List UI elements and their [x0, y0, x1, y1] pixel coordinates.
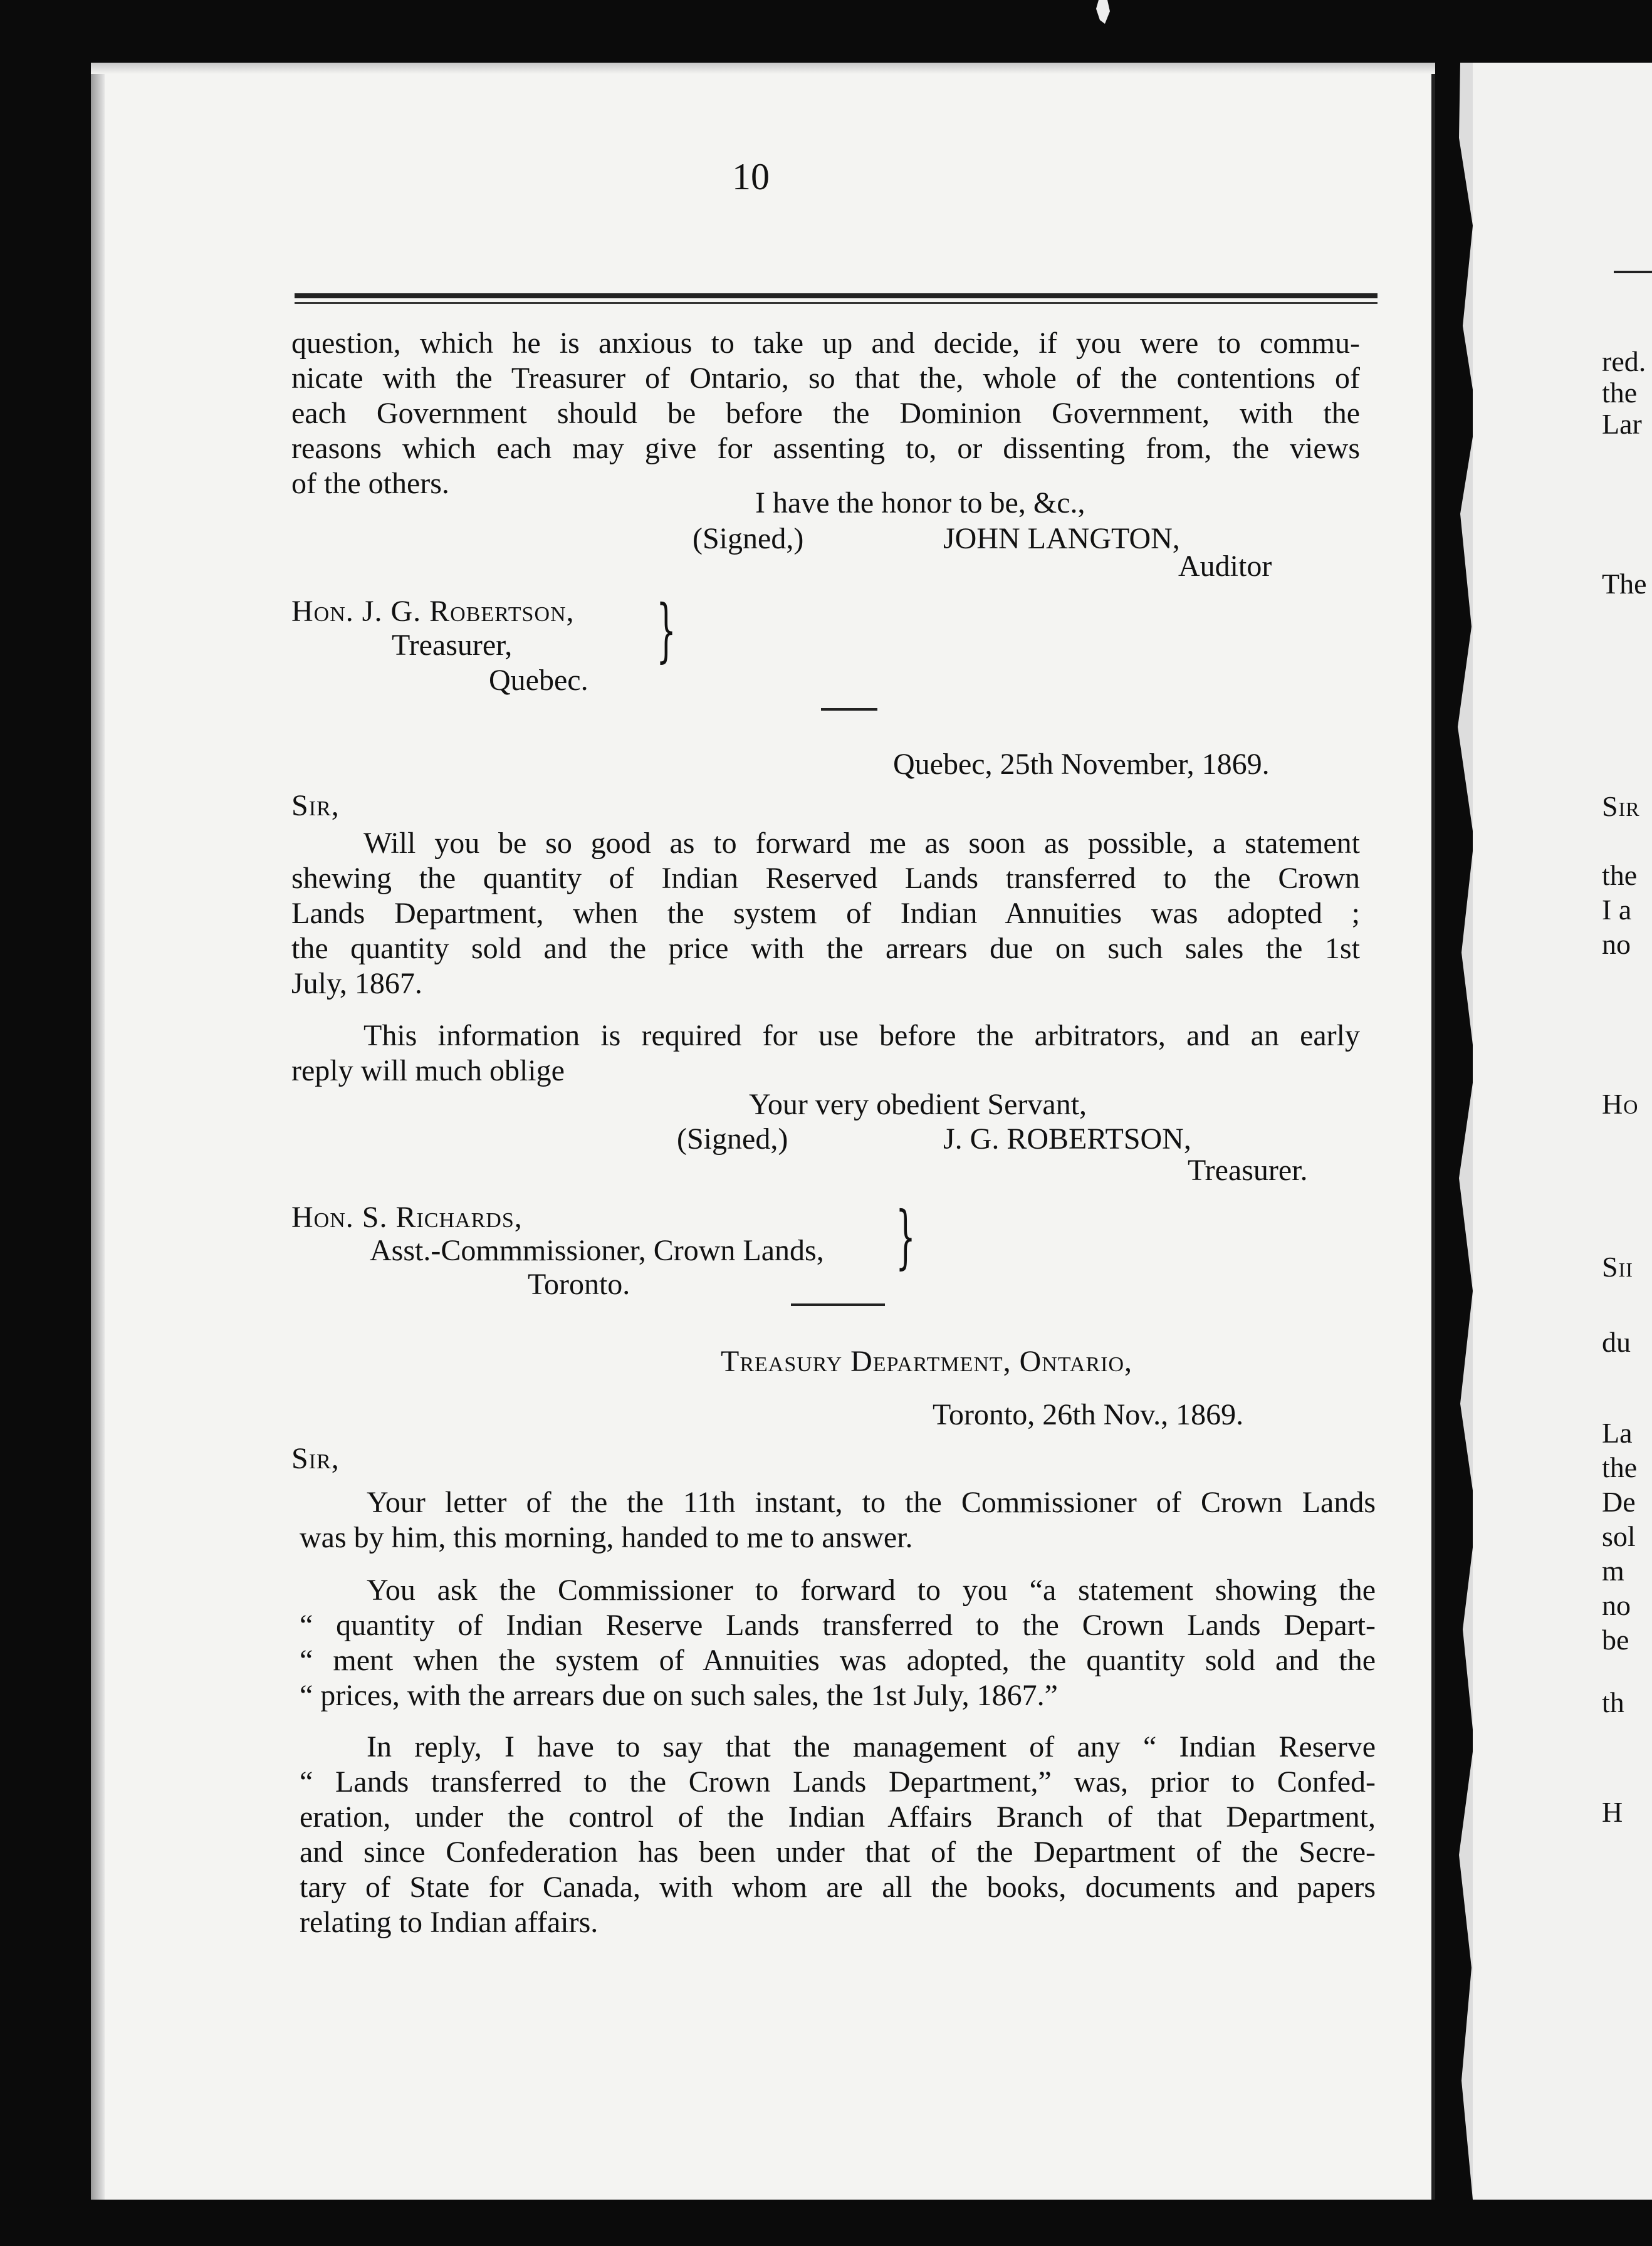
- adjacent-fragment: the: [1602, 1451, 1638, 1483]
- adjacent-fragment: Ho: [1602, 1088, 1639, 1120]
- letter1-signed: (Signed,): [693, 522, 804, 555]
- letter1-closing: I have the honor to be, &c.,: [755, 486, 1085, 520]
- letter2-line: reply will much oblige: [291, 1054, 565, 1087]
- adjacent-fragment: no: [1602, 1589, 1631, 1621]
- letter1-addressee: Hon. J. G. Robertson,: [291, 595, 575, 628]
- adjacent-fragment: m: [1602, 1555, 1624, 1587]
- letter3-department: Treasury Department, Ontario,: [721, 1345, 1133, 1378]
- section-separator: [791, 1303, 885, 1306]
- letter1-signer-title: Auditor: [1178, 550, 1272, 583]
- page-top-shadow: [91, 63, 1435, 74]
- adjacent-fragment: be: [1602, 1624, 1629, 1656]
- adjacent-fragment: The: [1602, 568, 1647, 600]
- letter2-line: July, 1867.: [291, 967, 422, 1000]
- section-separator: [821, 708, 877, 711]
- letter1-addressee: Treasurer,: [392, 629, 513, 662]
- adjacent-fragment: the: [1602, 377, 1638, 409]
- letter3-line: “ prices, with the arrears due on such sales, the 1st July, 1867.”: [300, 1679, 1058, 1712]
- letter3-line: Your letter of the the 11th instant, to the Commissioner of Crown Lands: [367, 1486, 1376, 1519]
- adjacent-fragment: th: [1602, 1686, 1624, 1718]
- letter3-line: You ask the Commissioner to forward to you “a statement showing the: [367, 1574, 1376, 1607]
- adjacent-fragment: red.: [1602, 345, 1646, 377]
- letter2-closing: Your very obedient Servant,: [749, 1088, 1087, 1121]
- adjacent-fragment: sol: [1602, 1520, 1636, 1552]
- letter1-line: reasons which each may give for assenting to, or dissenting from, the views: [291, 432, 1360, 465]
- letter3-line: relating to Indian affairs.: [300, 1906, 599, 1939]
- adjacent-fragment: Lar: [1602, 408, 1642, 440]
- letter2-line: Lands Department, when the system of Indian Annuities was adopted ;: [291, 897, 1360, 930]
- letter3-line: “ ment when the system of Annuities was adopted, the quantity sold and the: [300, 1644, 1376, 1677]
- letter2-signed: (Signed,): [677, 1122, 788, 1156]
- adjacent-fragment: Sii: [1602, 1251, 1633, 1283]
- top-speck: [1094, 0, 1112, 28]
- letter1-line: each Government should be before the Dominion Government, with the: [291, 397, 1360, 430]
- letter3-line: and since Confederation has been under that of the Department of the Secre-: [300, 1836, 1376, 1869]
- adjacent-fragment: du: [1602, 1326, 1631, 1358]
- letter3-line: “ quantity of Indian Reserve Lands transferred to the Crown Lands Depart-: [300, 1609, 1376, 1642]
- adjacent-fragment: De: [1602, 1486, 1636, 1518]
- letter3-salutation: Sir,: [291, 1442, 340, 1475]
- adjacent-fragment: I a: [1602, 894, 1632, 926]
- adjacent-page-rule: [1614, 271, 1652, 273]
- header-rule-thin: [295, 302, 1378, 304]
- letter2-signer-title: Treasurer.: [1188, 1154, 1308, 1187]
- letter1-line: of the others.: [291, 467, 449, 500]
- adjacent-fragment: Sir: [1602, 790, 1640, 822]
- letter1-line: question, which he is anxious to take up and decide, if you were to commu-: [291, 326, 1360, 360]
- letter2-line: Will you be so good as to forward me as soon as possible, a statement: [363, 827, 1360, 860]
- adjacent-fragment: La: [1602, 1417, 1633, 1449]
- letter1-signer: JOHN LANGTON,: [943, 522, 1180, 555]
- letter2-addressee: Toronto.: [528, 1268, 630, 1301]
- adjacent-fragment: no: [1602, 928, 1631, 960]
- letter2-addressee: Hon. S. Richards,: [291, 1201, 523, 1234]
- letter2-addressee: Asst.-Commmissioner, Crown Lands,: [370, 1234, 824, 1267]
- letter3-line: tary of State for Canada, with whom are all the books, documents and papers: [300, 1871, 1376, 1904]
- letter3-line: In reply, I have to say that the management of any “ Indian Reserve: [367, 1730, 1376, 1763]
- letter2-place-date: Quebec, 25th November, 1869.: [893, 748, 1270, 781]
- adjacent-fragment: the: [1602, 859, 1638, 891]
- adjacent-fragment: H: [1602, 1796, 1624, 1828]
- page-left-shadow: [91, 63, 105, 2200]
- letter1-line: nicate with the Treasurer of Ontario, so that the, whole of the contentions of: [291, 362, 1360, 395]
- letter2-salutation: Sir,: [291, 789, 340, 822]
- letter2-line: shewing the quantity of Indian Reserved Lands transferred to the Crown: [291, 862, 1360, 895]
- letter1-addressee: Quebec.: [489, 664, 588, 697]
- brace-glyph: }: [896, 1196, 916, 1277]
- brace-glyph: }: [656, 590, 676, 670]
- letter3-line: eration, under the control of the Indian Affairs Branch of that Department,: [300, 1800, 1376, 1834]
- letter2-line: This information is required for use before the arbitrators, and an early: [363, 1019, 1360, 1052]
- letter2-line: the quantity sold and the price with the arrears due on such sales the 1st: [291, 932, 1360, 965]
- letter3-line: “ Lands transferred to the Crown Lands Department,” was, prior to Confed-: [300, 1765, 1376, 1799]
- letter3-place-date: Toronto, 26th Nov., 1869.: [933, 1398, 1244, 1431]
- letter3-line: was by him, this morning, handed to me to answer.: [300, 1521, 913, 1554]
- letter2-signer: J. G. ROBERTSON,: [943, 1122, 1191, 1156]
- page-number: 10: [732, 156, 770, 197]
- header-rule: [295, 293, 1378, 298]
